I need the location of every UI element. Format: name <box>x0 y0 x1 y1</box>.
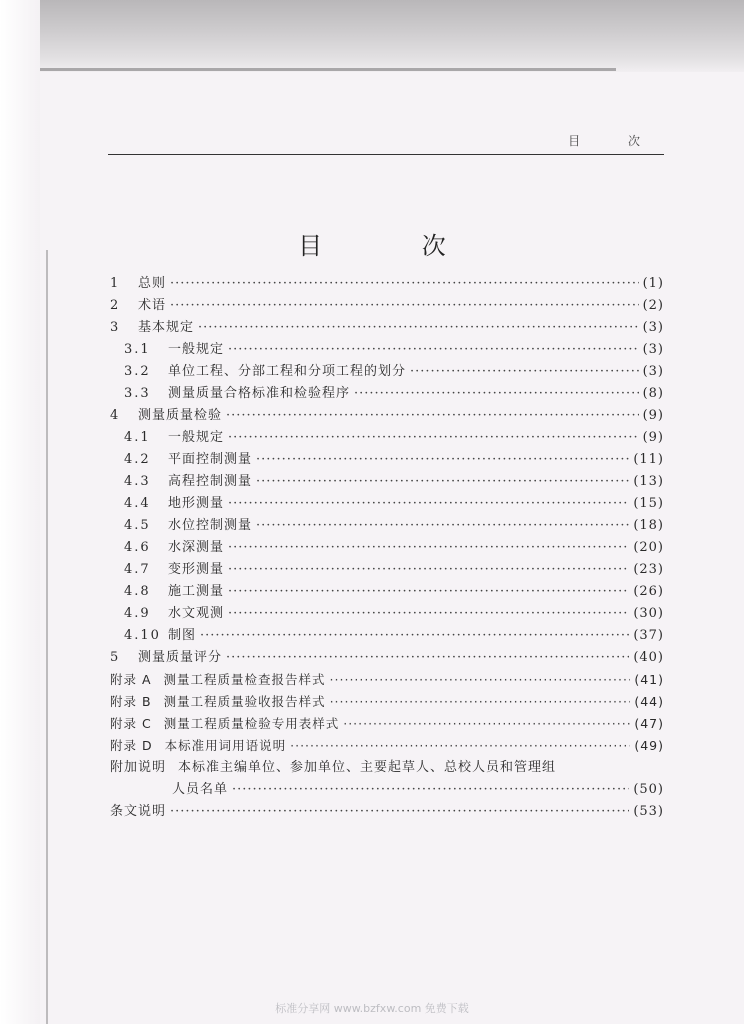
toc-entry[interactable] <box>110 537 664 559</box>
toc-entry-page: (47) <box>634 716 664 731</box>
toc-entry-page: (49) <box>634 738 664 753</box>
toc-entry-page: (41) <box>634 672 664 687</box>
toc-leader-dots <box>170 801 629 823</box>
toc-leader-dots <box>256 471 629 493</box>
page-title: 目 次 <box>298 232 492 260</box>
toc-entry-number: 附录 D <box>110 738 153 753</box>
toc-entry-number: 4.1 <box>124 430 151 445</box>
toc-entry-title: 本标准用词用语说明 <box>164 738 287 753</box>
toc-leader-dots <box>200 625 629 647</box>
toc-entry-title: 单位工程、分部工程和分项工程的划分 <box>168 364 407 379</box>
toc-entry-page: (44) <box>634 694 664 709</box>
toc-leader-dots <box>343 713 630 735</box>
toc-last-title: 条文说明 <box>110 804 167 819</box>
toc-leader-dots <box>228 581 629 603</box>
toc-entry-page: (13) <box>633 474 664 489</box>
toc-entry-number: 4.10 <box>124 628 161 643</box>
toc-leader-dots <box>330 669 631 691</box>
toc-entry-page: (3) <box>642 342 664 357</box>
toc-extra-title-line1: 本标准主编单位、参加单位、主要起草人、总校人员和管理组 <box>178 760 557 775</box>
toc-entry-page: (2) <box>642 298 664 313</box>
toc-leader-dots <box>228 339 639 361</box>
toc-entry-number: 4.8 <box>124 584 151 599</box>
toc-entry[interactable] <box>110 603 664 625</box>
toc-entry[interactable] <box>110 339 664 361</box>
toc-entry-page: (8) <box>642 386 664 401</box>
toc-entry[interactable] <box>110 625 664 647</box>
toc-entry[interactable] <box>110 691 664 713</box>
toc-entry-title: 地形测量 <box>168 496 225 511</box>
toc-entry[interactable] <box>110 317 664 339</box>
toc-leader-dots <box>256 515 629 537</box>
toc-entry[interactable] <box>110 515 664 537</box>
toc-leader-dots <box>232 779 629 801</box>
toc-entry-page: (3) <box>642 364 664 379</box>
toc-entry[interactable] <box>110 427 664 449</box>
toc-entry[interactable] <box>110 647 664 669</box>
toc-entry-title: 测量质量合格标准和检验程序 <box>168 386 351 401</box>
toc-extra-page: (50) <box>633 782 664 797</box>
toc-entry-number: 3.2 <box>124 364 151 379</box>
toc-entry[interactable] <box>110 581 664 603</box>
toc-entry-number: 2 <box>110 298 120 313</box>
toc-entry-page: (40) <box>633 650 664 665</box>
toc-entry-page: (15) <box>633 496 664 511</box>
toc-entry-number: 4.9 <box>124 606 151 621</box>
toc-entry-page: (18) <box>633 518 664 533</box>
toc-entry[interactable] <box>110 471 664 493</box>
toc-entry-page: (9) <box>642 430 664 445</box>
toc-entry-title: 施工测量 <box>168 584 225 599</box>
toc-entry-number: 5 <box>110 650 120 665</box>
toc-leader-dots <box>410 361 639 383</box>
toc-entry-title: 水位控制测量 <box>168 518 253 533</box>
toc-entry-extra-continued[interactable] <box>110 779 664 801</box>
toc-entry-number: 4 <box>110 408 120 423</box>
toc-entry-title: 变形测量 <box>168 562 225 577</box>
toc-entry-page: (1) <box>642 276 664 291</box>
toc-entry-number: 4.6 <box>124 540 151 555</box>
toc-entry-number: 4.3 <box>124 474 151 489</box>
toc-entry-page: (30) <box>633 606 664 621</box>
running-head: 目 次 <box>568 134 662 148</box>
toc-entry-explanation[interactable] <box>110 801 664 823</box>
toc-leader-dots <box>170 273 639 295</box>
toc-entry-page: (37) <box>633 628 664 643</box>
toc-entry-number: 附录 A <box>110 672 152 687</box>
scan-top-shadow <box>40 0 744 72</box>
header-rule <box>108 154 664 155</box>
toc-entry-title: 一般规定 <box>168 342 225 357</box>
toc-leader-dots <box>228 603 629 625</box>
toc-entry[interactable] <box>110 559 664 581</box>
scan-left-margin <box>0 0 40 1024</box>
toc-leader-dots <box>354 383 639 405</box>
toc-leader-dots <box>170 295 639 317</box>
toc-entry-number: 附录 C <box>110 716 152 731</box>
toc-leader-dots <box>228 559 629 581</box>
toc-leader-dots <box>226 405 639 427</box>
toc-entry-title: 总则 <box>138 276 167 291</box>
toc-entry-number: 附录 B <box>110 694 152 709</box>
toc-entry-title: 水深测量 <box>168 540 225 555</box>
toc-entry-title: 基本规定 <box>138 320 195 335</box>
toc-leader-dots <box>330 691 631 713</box>
toc-entry-page: (23) <box>633 562 664 577</box>
toc-entry-title: 平面控制测量 <box>168 452 253 467</box>
toc-entry[interactable] <box>110 273 664 295</box>
toc-leader-dots <box>290 735 630 757</box>
toc-extra-title-line2: 人员名单 <box>172 782 229 797</box>
toc-entry-title: 高程控制测量 <box>168 474 253 489</box>
toc-entry-title: 测量质量检验 <box>138 408 223 423</box>
toc-leader-dots <box>198 317 639 339</box>
toc-entry-extra[interactable] <box>110 757 664 779</box>
binding-line <box>46 250 48 1024</box>
toc-entry-page: (26) <box>633 584 664 599</box>
toc-entry-number: 3.1 <box>124 342 151 357</box>
toc-entry-number: 4.7 <box>124 562 151 577</box>
toc-leader-dots <box>256 449 629 471</box>
toc-entry-page: (11) <box>633 452 664 467</box>
watermark: 标准分享网 www.bzfxw.com 免费下载 <box>275 1002 469 1015</box>
toc-entry-title: 测量工程质量验收报告样式 <box>163 694 326 709</box>
toc-entry-title: 测量工程质量检验专用表样式 <box>163 716 340 731</box>
toc-last-page: (53) <box>633 804 664 819</box>
toc-entry-title: 一般规定 <box>168 430 225 445</box>
toc-leader-dots <box>228 493 629 515</box>
toc-entry-number: 1 <box>110 276 120 291</box>
scan-top-edge <box>40 68 616 71</box>
toc-entry-title: 测量质量评分 <box>138 650 223 665</box>
toc-entry-page: (9) <box>642 408 664 423</box>
toc-entry-title: 水文观测 <box>168 606 225 621</box>
toc-leader-dots <box>228 537 629 559</box>
toc-entry[interactable] <box>110 449 664 471</box>
toc-entry-number: 4.5 <box>124 518 151 533</box>
toc-entry[interactable] <box>110 383 664 405</box>
toc-entry[interactable] <box>110 361 664 383</box>
toc-entry[interactable] <box>110 405 664 427</box>
toc-entry[interactable] <box>110 713 664 735</box>
toc-entry-number: 4.2 <box>124 452 151 467</box>
toc-leader-dots <box>226 647 629 669</box>
toc-entry[interactable] <box>110 735 664 757</box>
toc-entry[interactable] <box>110 669 664 691</box>
toc-entry-title: 制图 <box>168 628 197 643</box>
toc-leader-dots <box>228 427 639 449</box>
toc-entry[interactable] <box>110 295 664 317</box>
table-of-contents <box>110 273 664 823</box>
toc-entry-page: (3) <box>642 320 664 335</box>
toc-entry-title: 测量工程质量检查报告样式 <box>163 672 326 687</box>
toc-entry-number: 3.3 <box>124 386 151 401</box>
toc-entry[interactable] <box>110 493 664 515</box>
toc-entry-page: (20) <box>633 540 664 555</box>
toc-entry-title: 术语 <box>138 298 167 313</box>
toc-entry-number: 3 <box>110 320 120 335</box>
toc-extra-label: 附加说明 <box>110 760 167 775</box>
toc-entry-number: 4.4 <box>124 496 151 511</box>
